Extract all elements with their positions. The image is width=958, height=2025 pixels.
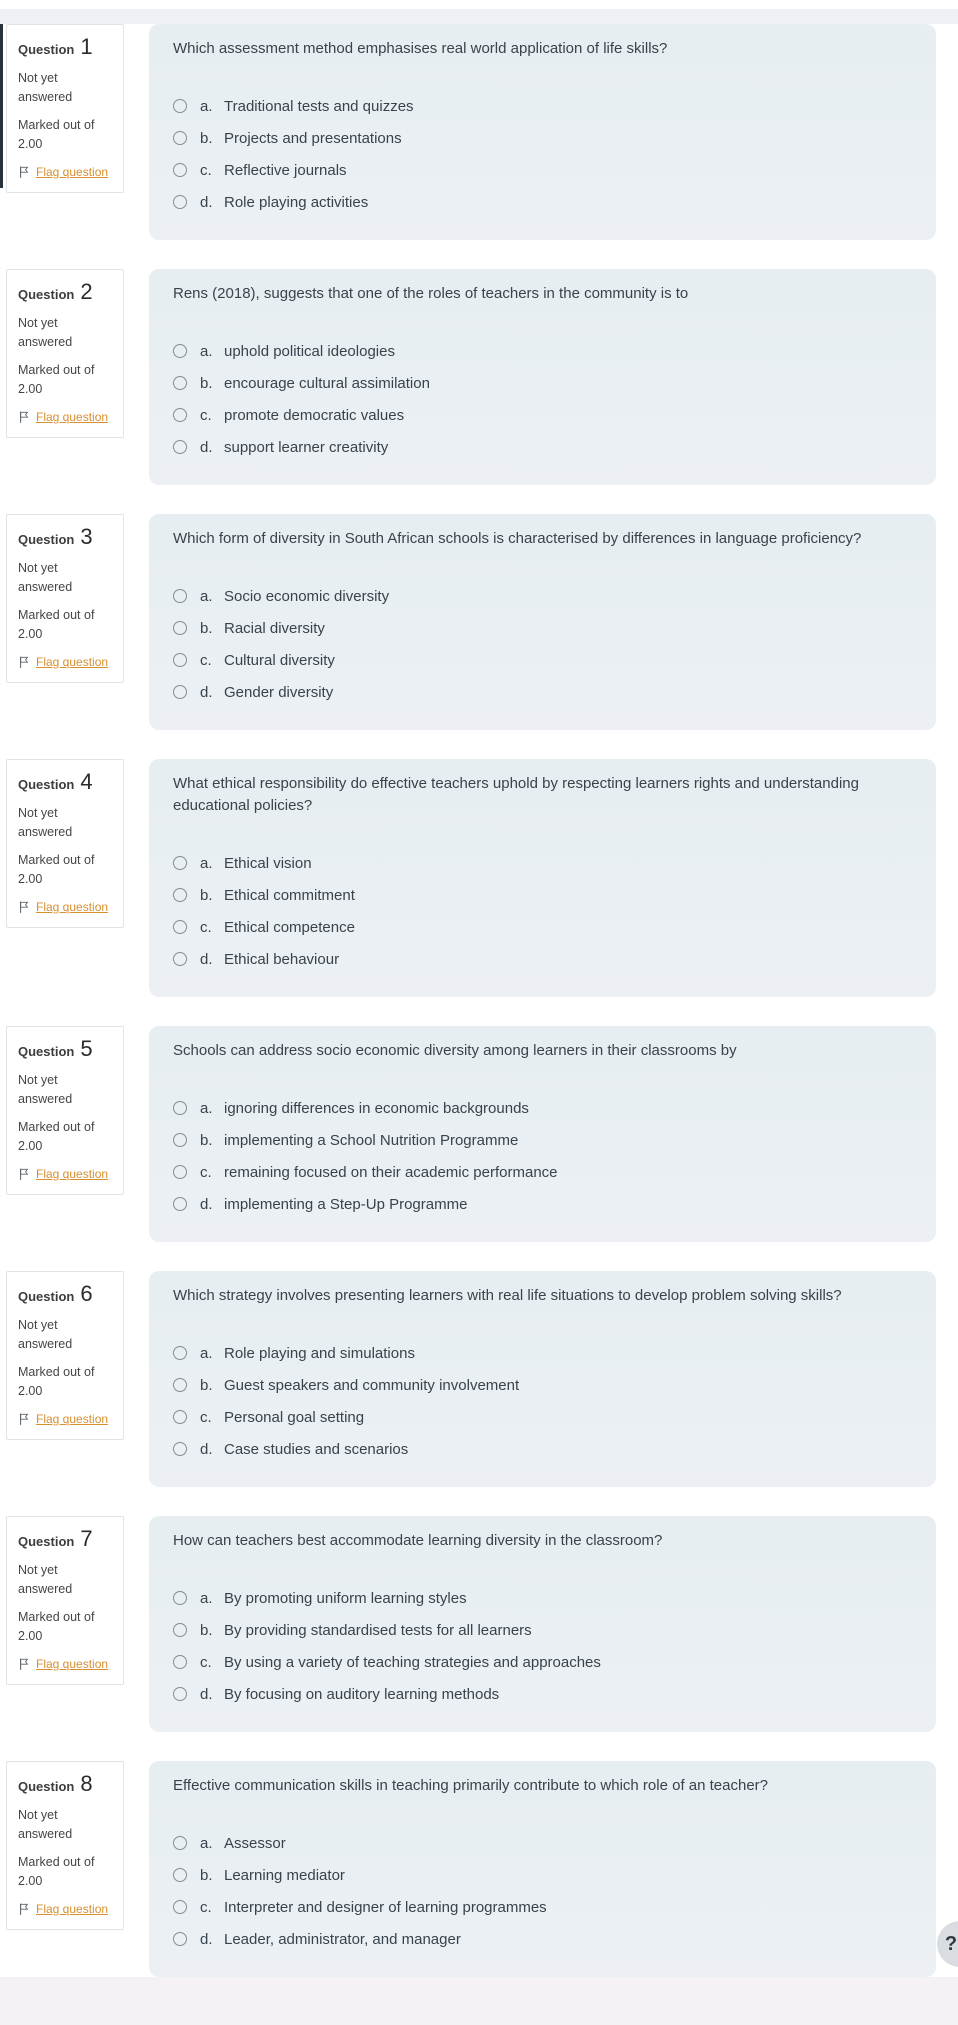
option-letter: a. — [200, 854, 213, 872]
option-letter: c. — [200, 161, 212, 179]
answer-option[interactable] — [173, 1833, 912, 1853]
option-letter: a. — [200, 97, 213, 115]
answer-option[interactable] — [173, 1162, 912, 1182]
question-marks — [18, 606, 113, 644]
answer-options — [173, 341, 912, 457]
flag-icon — [18, 1902, 31, 1916]
question-label: Question — [18, 1534, 75, 1549]
option-text: Traditional tests and quizzes — [224, 97, 414, 115]
option-letter: d. — [200, 1195, 213, 1213]
option-letter: b. — [200, 374, 213, 392]
flag-question-label: Flag question — [36, 1657, 109, 1671]
option-text: Assessor — [224, 1834, 286, 1852]
question-text: Effective communication skills in teaching primarily contribute to which role of an teacher? — [173, 1777, 769, 1794]
answer-options — [173, 1588, 912, 1704]
header-bottom-band — [0, 9, 958, 24]
question-number: 6 — [80, 1281, 93, 1306]
radio-button[interactable] — [173, 1687, 187, 1701]
radio-button[interactable] — [173, 1655, 187, 1669]
question-status: Not yet answered — [18, 1808, 73, 1841]
option-text: Gender diversity — [224, 683, 334, 701]
option-text: implementing a Step-Up Programme — [224, 1195, 468, 1213]
option-letter: b. — [200, 1866, 213, 1884]
answer-option[interactable] — [173, 1375, 912, 1395]
answer-option[interactable] — [173, 341, 912, 361]
option-letter: b. — [200, 619, 213, 637]
answer-option[interactable] — [173, 1620, 912, 1640]
question-block — [6, 1026, 936, 1242]
question-label: Question — [18, 1289, 75, 1304]
radio-button[interactable] — [173, 888, 187, 902]
option-letter: d. — [200, 950, 213, 968]
question-info-panel — [6, 514, 124, 683]
question-number: 2 — [80, 279, 93, 304]
option-text: support learner creativity — [224, 438, 389, 456]
question-text: What ethical responsibility do effective teachers uphold by respecting learners rights and understanding educational policies? — [173, 775, 859, 814]
question-number: 1 — [80, 34, 93, 59]
option-letter: c. — [200, 1898, 212, 1916]
flag-question-link[interactable] — [18, 900, 113, 914]
answer-option[interactable] — [173, 650, 912, 670]
answer-option[interactable] — [173, 1897, 912, 1917]
answer-options — [173, 1098, 912, 1214]
question-marks — [18, 1363, 113, 1401]
marks-value: 2.00 — [18, 627, 43, 641]
option-text: Personal goal setting — [224, 1408, 365, 1426]
option-letter: c. — [200, 406, 212, 424]
option-letter: c. — [200, 651, 212, 669]
answer-option[interactable] — [173, 1343, 912, 1363]
answer-option[interactable] — [173, 949, 912, 969]
question-label: Question — [18, 1044, 75, 1059]
question-number: 7 — [80, 1526, 93, 1551]
question-block — [6, 1516, 936, 1732]
option-text: implementing a School Nutrition Programme — [224, 1131, 519, 1149]
option-letter: d. — [200, 438, 213, 456]
flag-question-link[interactable] — [18, 1412, 113, 1426]
answer-options — [173, 586, 912, 702]
question-number: 4 — [80, 769, 93, 794]
marked-out-of-label: Marked out of — [18, 1365, 95, 1379]
question-info-panel — [6, 1026, 124, 1195]
question-block — [6, 1761, 936, 1977]
question-block — [6, 24, 936, 240]
option-text: Socio economic diversity — [224, 587, 390, 605]
option-text: Ethical competence — [224, 918, 355, 936]
option-letter: c. — [200, 1408, 212, 1426]
marked-out-of-label: Marked out of — [18, 1120, 95, 1134]
question-info-panel — [6, 24, 124, 193]
answer-option[interactable] — [173, 96, 912, 116]
question-marks — [18, 1853, 113, 1891]
flag-question-label: Flag question — [36, 655, 109, 669]
question-block — [6, 514, 936, 730]
radio-button[interactable] — [173, 621, 187, 635]
option-text: ignoring differences in economic backgrounds — [224, 1099, 529, 1117]
flag-question-label: Flag question — [36, 900, 109, 914]
flag-question-label: Flag question — [36, 1412, 109, 1426]
question-info-panel — [6, 1516, 124, 1685]
answer-options — [173, 853, 912, 969]
answer-option[interactable] — [173, 917, 912, 937]
question-card — [149, 24, 936, 240]
radio-button[interactable] — [173, 685, 187, 699]
question-status: Not yet answered — [18, 71, 73, 104]
option-text: Racial diversity — [224, 619, 325, 637]
question-block — [6, 269, 936, 485]
option-letter: b. — [200, 1621, 213, 1639]
radio-button[interactable] — [173, 1410, 187, 1424]
question-header — [18, 34, 113, 60]
question-label: Question — [18, 777, 75, 792]
answer-option[interactable] — [173, 192, 912, 212]
option-letter: b. — [200, 886, 213, 904]
option-text: By focusing on auditory learning methods — [224, 1685, 500, 1703]
answer-option[interactable] — [173, 1439, 912, 1459]
question-card — [149, 1761, 936, 1977]
answer-option[interactable] — [173, 1407, 912, 1427]
marked-out-of-label: Marked out of — [18, 1610, 95, 1624]
question-label: Question — [18, 1779, 75, 1794]
option-text: remaining focused on their academic performance — [224, 1163, 558, 1181]
option-text: Leader, administrator, and manager — [224, 1930, 461, 1948]
question-card — [149, 514, 936, 730]
answer-option[interactable] — [173, 586, 912, 606]
flag-question-label: Flag question — [36, 1167, 109, 1181]
question-status: Not yet answered — [18, 1318, 73, 1351]
quiz-page — [6, 24, 936, 2006]
radio-button[interactable] — [173, 131, 187, 145]
question-header — [18, 524, 113, 550]
question-status: Not yet answered — [18, 561, 73, 594]
question-marks — [18, 1608, 113, 1646]
radio-button[interactable] — [173, 408, 187, 422]
flag-question-label: Flag question — [36, 410, 109, 424]
option-text: Ethical vision — [224, 854, 312, 872]
option-letter: d. — [200, 193, 213, 211]
left-edge-strip — [0, 24, 3, 188]
question-card — [149, 1026, 936, 1242]
option-letter: a. — [200, 1834, 213, 1852]
question-number: 8 — [80, 1771, 93, 1796]
option-letter: c. — [200, 1653, 212, 1671]
flag-icon — [18, 1167, 31, 1181]
flag-icon — [18, 655, 31, 669]
option-text: encourage cultural assimilation — [224, 374, 430, 392]
question-text: Which assessment method emphasises real world application of life skills? — [173, 40, 668, 57]
option-letter: a. — [200, 587, 213, 605]
flag-question-link[interactable] — [18, 1902, 113, 1916]
question-text: Which strategy involves presenting learners with real life situations to develop problem solving skills? — [173, 1287, 842, 1304]
answer-option[interactable] — [173, 437, 912, 457]
question-block — [6, 1271, 936, 1487]
option-letter: b. — [200, 1131, 213, 1149]
help-button[interactable] — [937, 1921, 958, 1967]
option-letter: d. — [200, 1685, 213, 1703]
questions-list — [6, 24, 936, 1977]
question-header — [18, 1036, 113, 1062]
flag-question-link[interactable] — [18, 165, 113, 179]
radio-button[interactable] — [173, 99, 187, 113]
option-letter: b. — [200, 1376, 213, 1394]
option-letter: a. — [200, 1589, 213, 1607]
answer-option[interactable] — [173, 1130, 912, 1150]
radio-button[interactable] — [173, 376, 187, 390]
option-text: promote democratic values — [224, 406, 405, 424]
radio-button[interactable] — [173, 1165, 187, 1179]
radio-button[interactable] — [173, 1378, 187, 1392]
marked-out-of-label: Marked out of — [18, 363, 95, 377]
question-text: How can teachers best accommodate learning diversity in the classroom? — [173, 1532, 663, 1549]
radio-button[interactable] — [173, 952, 187, 966]
option-text: By using a variety of teaching strategies and approaches — [224, 1653, 601, 1671]
option-text: Interpreter and designer of learning programmes — [224, 1898, 547, 1916]
marks-value: 2.00 — [18, 137, 43, 151]
option-letter: d. — [200, 1440, 213, 1458]
answer-option[interactable] — [173, 1098, 912, 1118]
answer-option[interactable] — [173, 682, 912, 702]
question-text: Rens (2018), suggests that one of the roles of teachers in the community is to — [173, 285, 689, 302]
flag-question-link[interactable] — [18, 655, 113, 669]
answer-option[interactable] — [173, 373, 912, 393]
option-text: Role playing activities — [224, 193, 369, 211]
radio-button[interactable] — [173, 1868, 187, 1882]
answer-option[interactable] — [173, 1929, 912, 1949]
question-info-panel — [6, 269, 124, 438]
radio-button[interactable] — [173, 1442, 187, 1456]
question-marks — [18, 851, 113, 889]
marks-value: 2.00 — [18, 1629, 43, 1643]
answer-option[interactable] — [173, 1588, 912, 1608]
answer-option[interactable] — [173, 160, 912, 180]
radio-button[interactable] — [173, 1133, 187, 1147]
radio-button[interactable] — [173, 1932, 187, 1946]
question-header — [18, 1281, 113, 1307]
radio-button[interactable] — [173, 1101, 187, 1115]
option-text: Ethical behaviour — [224, 950, 340, 968]
option-letter: b. — [200, 129, 213, 147]
flag-question-link[interactable] — [18, 410, 113, 424]
answer-options — [173, 96, 912, 212]
answer-option[interactable] — [173, 1194, 912, 1214]
radio-button[interactable] — [173, 163, 187, 177]
marks-value: 2.00 — [18, 872, 43, 886]
option-text: Guest speakers and community involvement — [224, 1376, 520, 1394]
radio-button[interactable] — [173, 1623, 187, 1637]
radio-button[interactable] — [173, 1346, 187, 1360]
option-letter: c. — [200, 1163, 212, 1181]
flag-question-label: Flag question — [36, 165, 109, 179]
answer-option[interactable] — [173, 405, 912, 425]
flag-icon — [18, 900, 31, 914]
option-text: Ethical commitment — [224, 886, 355, 904]
question-label: Question — [18, 42, 75, 57]
question-status: Not yet answered — [18, 316, 73, 349]
answer-option[interactable] — [173, 853, 912, 873]
marks-value: 2.00 — [18, 1139, 43, 1153]
question-number: 3 — [80, 524, 93, 549]
flag-icon — [18, 1412, 31, 1426]
option-text: By promoting uniform learning styles — [224, 1589, 467, 1607]
radio-button[interactable] — [173, 195, 187, 209]
question-marks — [18, 1118, 113, 1156]
question-info-panel — [6, 1271, 124, 1440]
radio-button[interactable] — [173, 1900, 187, 1914]
radio-button[interactable] — [173, 920, 187, 934]
question-card — [149, 269, 936, 485]
question-status: Not yet answered — [18, 806, 73, 839]
option-text: Cultural diversity — [224, 651, 335, 669]
option-text: Case studies and scenarios — [224, 1440, 409, 1458]
option-letter: a. — [200, 1344, 213, 1362]
question-status: Not yet answered — [18, 1073, 73, 1106]
option-text: Role playing and simulations — [224, 1344, 415, 1362]
radio-button[interactable] — [173, 589, 187, 603]
flag-icon — [18, 1657, 31, 1671]
answer-option[interactable] — [173, 885, 912, 905]
answer-option[interactable] — [173, 128, 912, 148]
answer-option[interactable] — [173, 1684, 912, 1704]
answer-option[interactable] — [173, 1865, 912, 1885]
question-marks — [18, 361, 113, 399]
flag-icon — [18, 165, 31, 179]
marked-out-of-label: Marked out of — [18, 118, 95, 132]
question-info-panel — [6, 1761, 124, 1930]
radio-button[interactable] — [173, 440, 187, 454]
answer-option[interactable] — [173, 1652, 912, 1672]
answer-options — [173, 1833, 912, 1949]
flag-question-link[interactable] — [18, 1657, 113, 1671]
option-letter: a. — [200, 1099, 213, 1117]
marked-out-of-label: Marked out of — [18, 608, 95, 622]
marks-value: 2.00 — [18, 1874, 43, 1888]
option-text: Projects and presentations — [224, 129, 402, 147]
question-text: Schools can address socio economic diversity among learners in their classrooms by — [173, 1042, 737, 1059]
flag-icon — [18, 410, 31, 424]
option-letter: d. — [200, 1930, 213, 1948]
question-header — [18, 279, 113, 305]
option-text: uphold political ideologies — [224, 342, 395, 360]
radio-button[interactable] — [173, 1197, 187, 1211]
footer-band — [0, 1977, 958, 2025]
radio-button[interactable] — [173, 856, 187, 870]
question-info-panel — [6, 759, 124, 928]
question-header — [18, 1526, 113, 1552]
question-status: Not yet answered — [18, 1563, 73, 1596]
option-letter: a. — [200, 342, 213, 360]
question-header — [18, 1771, 113, 1797]
option-text: Learning mediator — [224, 1866, 345, 1884]
question-label: Question — [18, 532, 75, 547]
question-mark-icon: ? — [944, 1932, 958, 1955]
question-card — [149, 759, 936, 997]
marks-value: 2.00 — [18, 1384, 43, 1398]
marks-value: 2.00 — [18, 382, 43, 396]
option-letter: c. — [200, 918, 212, 936]
option-letter: d. — [200, 683, 213, 701]
question-block — [6, 759, 936, 997]
question-card — [149, 1271, 936, 1487]
marked-out-of-label: Marked out of — [18, 1855, 95, 1869]
answer-options — [173, 1343, 912, 1459]
radio-button[interactable] — [173, 344, 187, 358]
answer-option[interactable] — [173, 618, 912, 638]
marked-out-of-label: Marked out of — [18, 853, 95, 867]
question-header — [18, 769, 113, 795]
option-text: By providing standardised tests for all learners — [224, 1621, 532, 1639]
flag-question-label: Flag question — [36, 1902, 109, 1916]
question-marks — [18, 116, 113, 154]
question-label: Question — [18, 287, 75, 302]
radio-button[interactable] — [173, 1591, 187, 1605]
question-number: 5 — [80, 1036, 93, 1061]
option-text: Reflective journals — [224, 161, 347, 179]
flag-question-link[interactable] — [18, 1167, 113, 1181]
radio-button[interactable] — [173, 1836, 187, 1850]
question-text: Which form of diversity in South African schools is characterised by differences in language proficiency? — [173, 530, 862, 547]
radio-button[interactable] — [173, 653, 187, 667]
question-card — [149, 1516, 936, 1732]
